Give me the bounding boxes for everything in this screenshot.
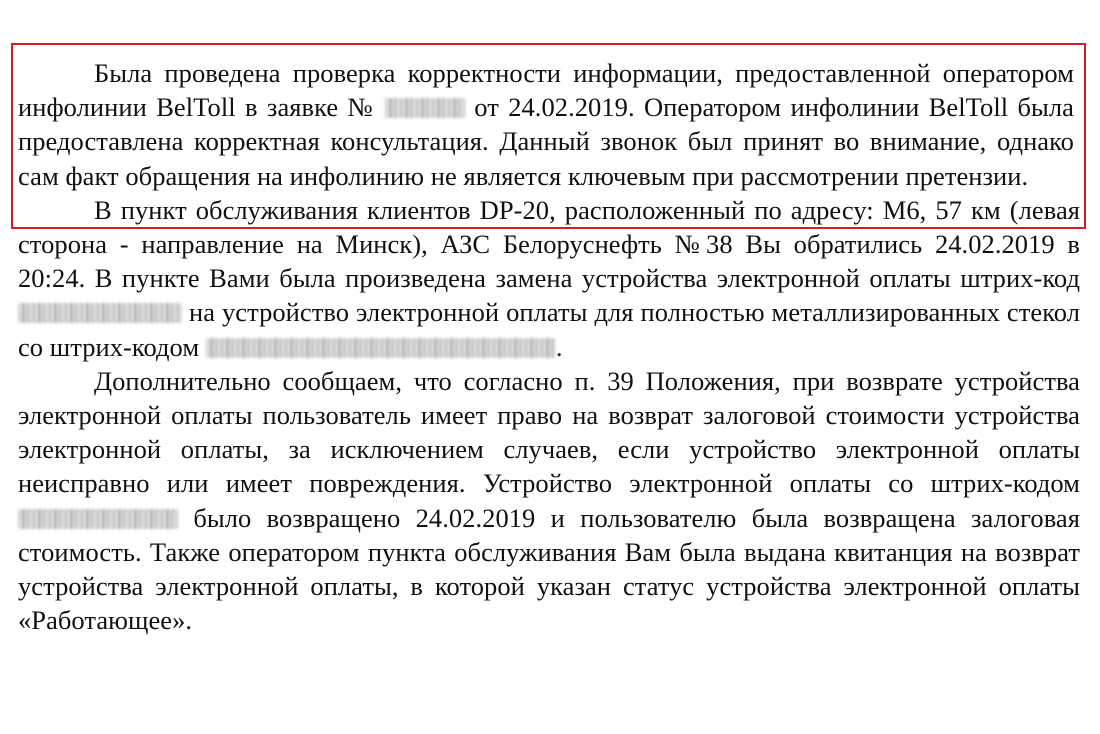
paragraph-text: от 24.02.2019. Оператором инфолинии BelToll была предоставлена корректная консультация. Данный звонок был принят во внимание, однако сам факт обращения на инфолинию не является ключевым при рассмотрении претензии. [18, 92, 1074, 191]
paragraph-text: на устройство электронной оплаты для полностью металлизированных стекол со штрих-кодом [18, 297, 1080, 362]
paragraph-text: было возвращено 24.02.2019 и пользователю была возвращена залоговая стоимость. Также оператором пункта обслуживания Вам была выдана квитанция на возврат устройства электронной оплаты, в которой указан статус устройства электронной оплаты «Работающее». [18, 502, 1080, 636]
paragraph-text: Дополнительно сообщаем, что согласно п. 39 Положения, при возврате устройства электронной оплаты пользователь имеет право на возврат залоговой стоимости устройства электронной оплаты, за исключением случаев, если устройство электронной оплаты неисправно или имеет повреждения. Устройство электронной оплаты со штрих-кодом [18, 365, 1080, 499]
redacted-barcode-new [206, 338, 556, 358]
paragraph-text: В пункт обслуживания клиентов DP-20, расположенный по адресу: М6, 57 км (левая сторона - направление на Минск), АЗС Белоруснефть №38 Вы обратились 24.02.2019 в 20:24. В пункте Вами была произведена замена устройства электронной оплаты штрих-код [18, 194, 1080, 294]
letter-body [18, 56, 1080, 637]
paragraph-service-point [18, 193, 1080, 364]
redacted-barcode-old [18, 303, 182, 323]
paragraph-text: Была проведена проверка корректности информации, предоставленной оператором инфолинии BelToll в заявке № [18, 58, 1074, 123]
paragraph-deposit-return [18, 364, 1080, 638]
paragraph-text: . [555, 331, 563, 362]
redacted-barcode-returned [18, 509, 178, 529]
paragraph-infoline-check [18, 56, 1080, 193]
redacted-request-number [385, 98, 465, 118]
